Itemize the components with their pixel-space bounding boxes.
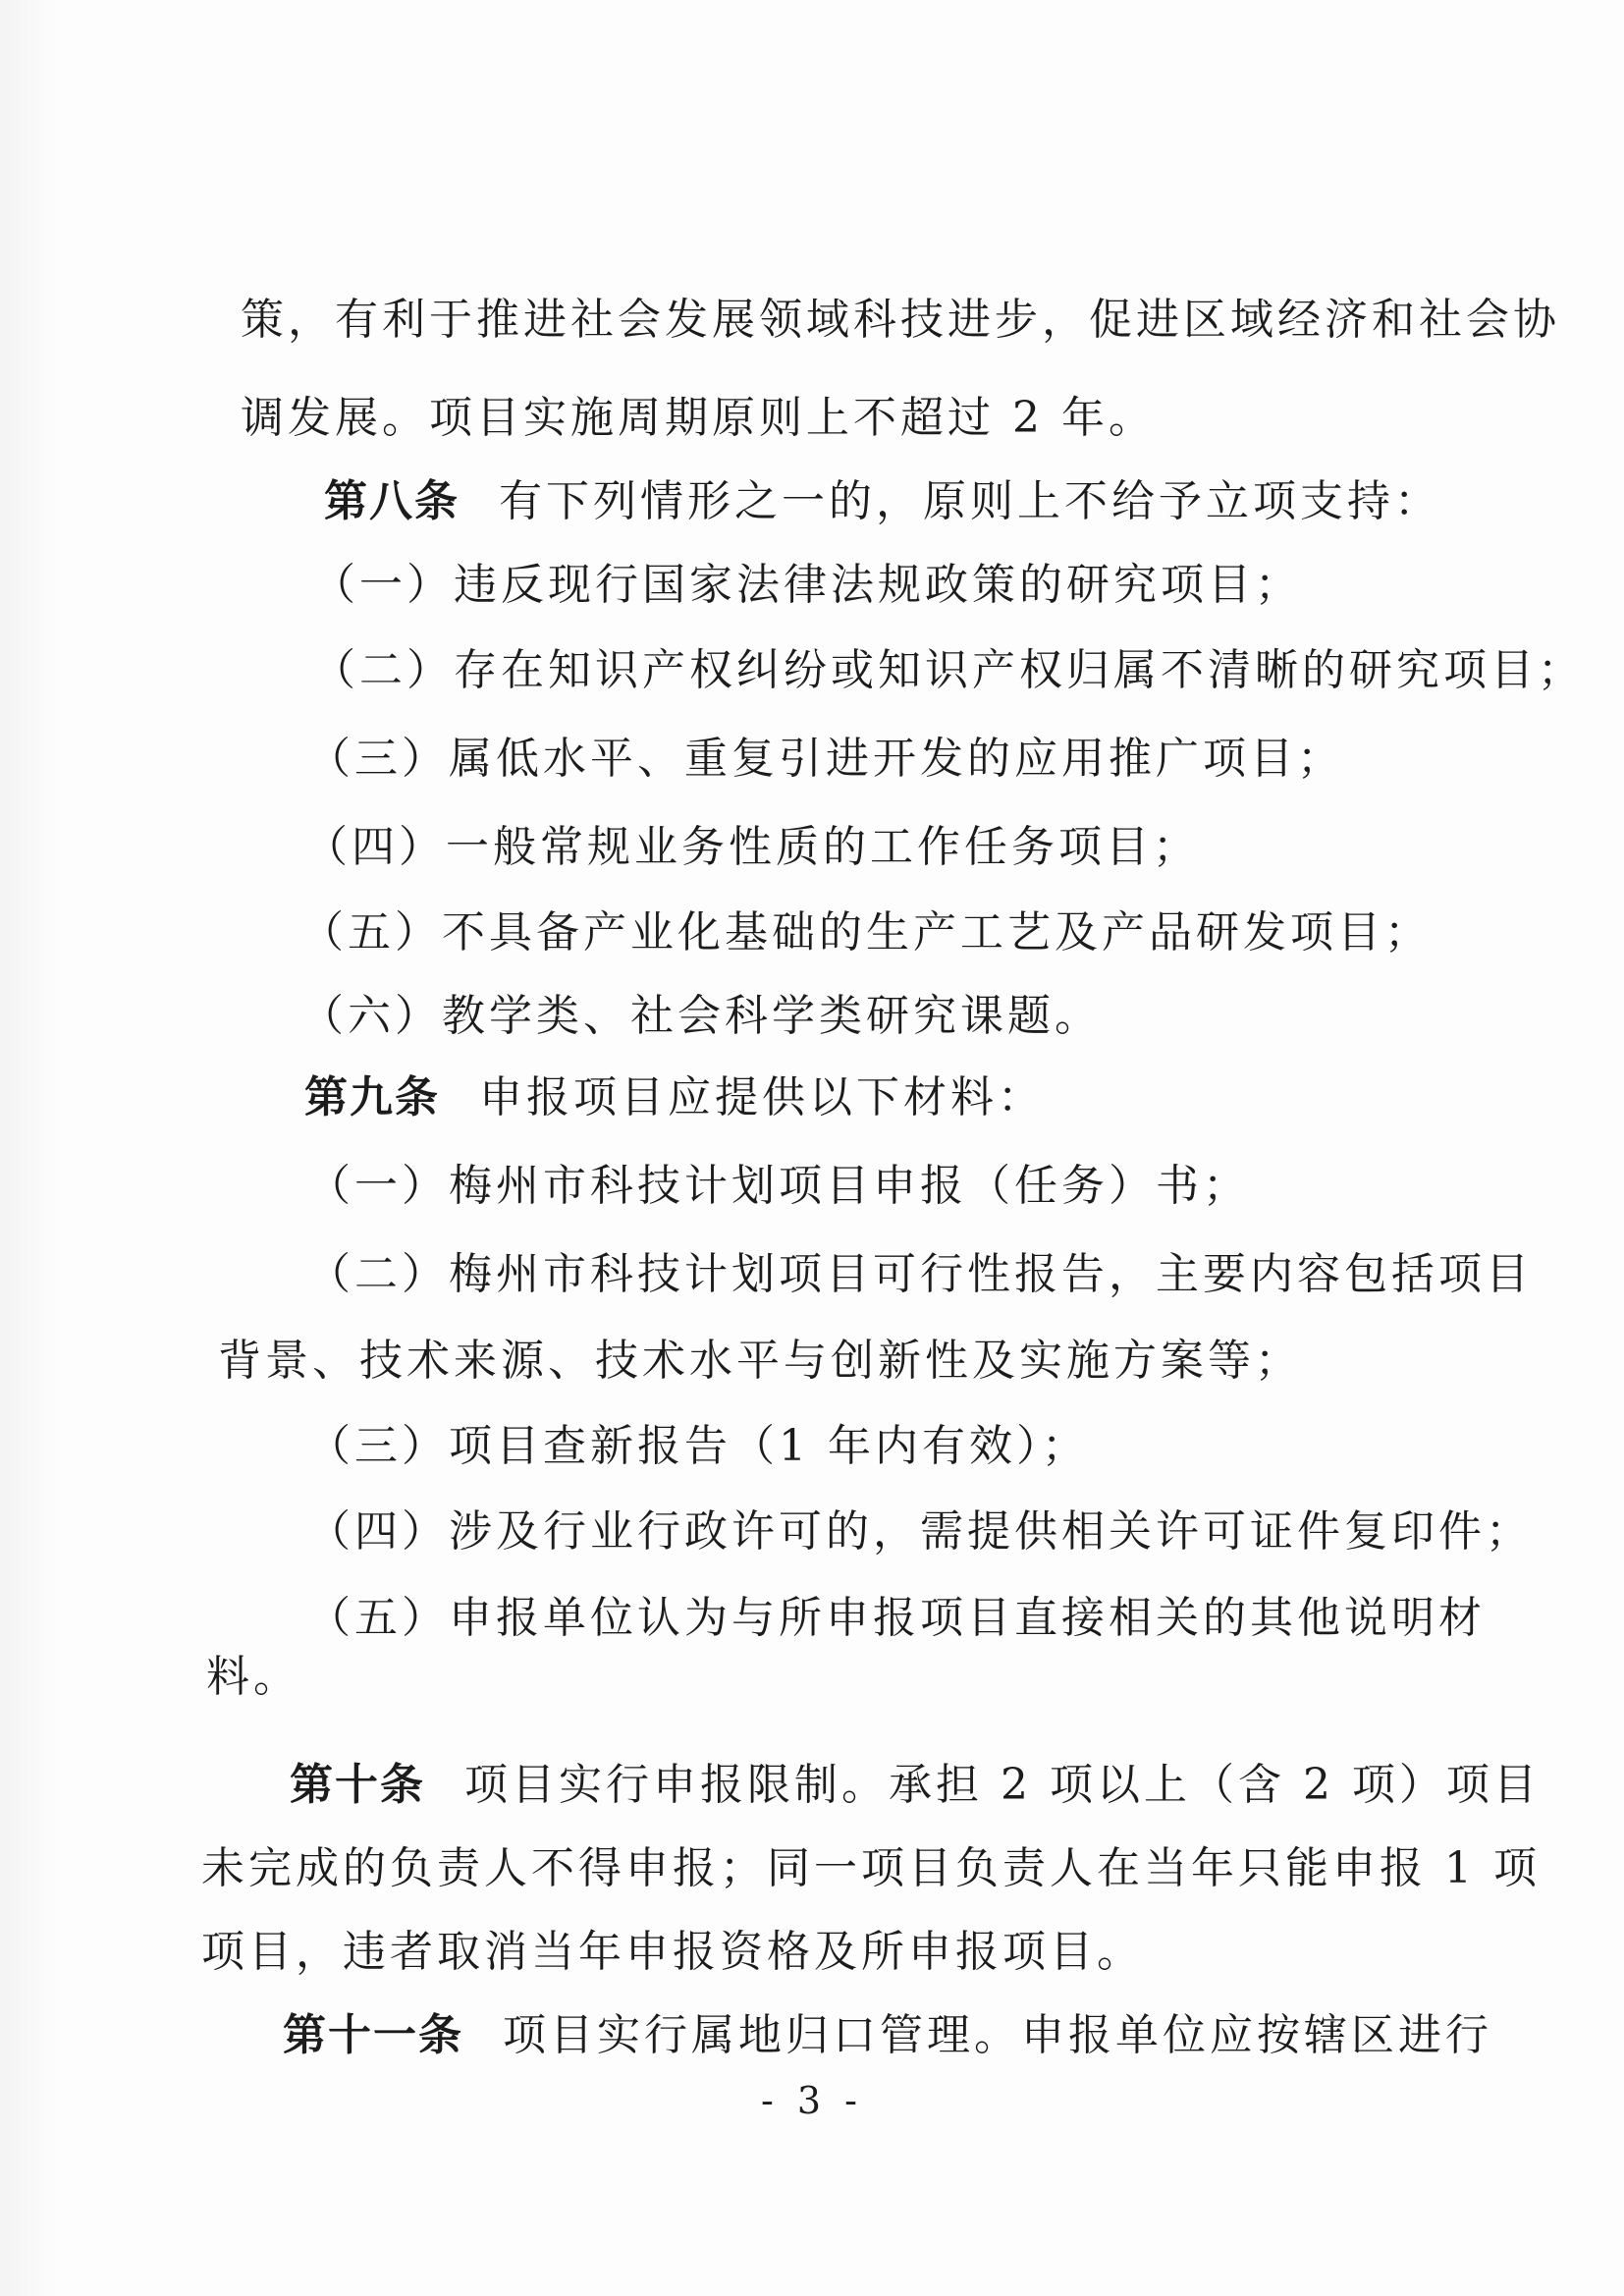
list-item: （一）违反现行国家法律法规政策的研究项目； <box>312 560 1302 610</box>
paragraph-line: 策，有利于推进社会发展领域科技进步，促进区域经济和社会协 <box>241 295 1560 345</box>
article-9 <box>304 1070 1045 1125</box>
list-item: （四）一般常规业务性质的工作任务项目； <box>304 822 1200 872</box>
list-item: （二）存在知识产权纠纷或知识产权归属不清晰的研究项目； <box>312 645 1585 695</box>
article-text: 申报项目应提供以下材料： <box>479 1072 1045 1122</box>
list-item: （五）申报单位认为与所申报项目直接相关的其他说明材 <box>307 1593 1486 1643</box>
list-item-continuation: 料。 <box>206 1652 300 1702</box>
article-11 <box>283 2008 1492 2063</box>
list-item-continuation: 背景、技术来源、技术水平与创新性及实施方案等； <box>218 1336 1302 1386</box>
paragraph-line: 未完成的负责人不得申报；同一项目负责人在当年只能申报 1 项 <box>201 1843 1541 1893</box>
paragraph-line: 项目，违者取消当年申报资格及所申报项目。 <box>201 1927 1144 1977</box>
list-item: （三）项目查新报告（1 年内有效）； <box>307 1421 1089 1471</box>
article-heading: 第九条 <box>304 1072 440 1122</box>
article-heading: 第十一条 <box>283 2010 463 2060</box>
list-item: （二）梅州市科技计划项目可行性报告，主要内容包括项目 <box>307 1249 1533 1299</box>
article-heading: 第八条 <box>324 476 460 526</box>
scan-shadow <box>0 0 59 2296</box>
article-heading: 第十条 <box>290 1760 425 1810</box>
article-text: 有下列情形之一的，原则上不给予立项支持： <box>499 476 1441 526</box>
list-item: （四）涉及行业行政许可的，需提供相关许可证件复印件； <box>307 1506 1533 1557</box>
list-item: （五）不具备产业化基础的生产工艺及产品研发项目； <box>300 907 1432 957</box>
article-10 <box>290 1758 1541 1813</box>
article-text: 项目实行申报限制。承担 2 项以上（含 2 项）项目 <box>464 1760 1541 1810</box>
list-item: （一）梅州市科技计划项目申报（任务）书； <box>307 1161 1250 1211</box>
page-number: - 3 - <box>760 2079 863 2122</box>
paragraph-line: 调发展。项目实施周期原则上不超过 2 年。 <box>241 393 1156 443</box>
article-text: 项目实行属地归口管理。申报单位应按辖区进行 <box>503 2010 1492 2060</box>
list-item: （三）属低水平、重复引进开发的应用推广项目； <box>307 734 1344 784</box>
list-item: （六）教学类、社会科学类研究课题。 <box>300 991 1102 1041</box>
article-8 <box>324 474 1441 529</box>
